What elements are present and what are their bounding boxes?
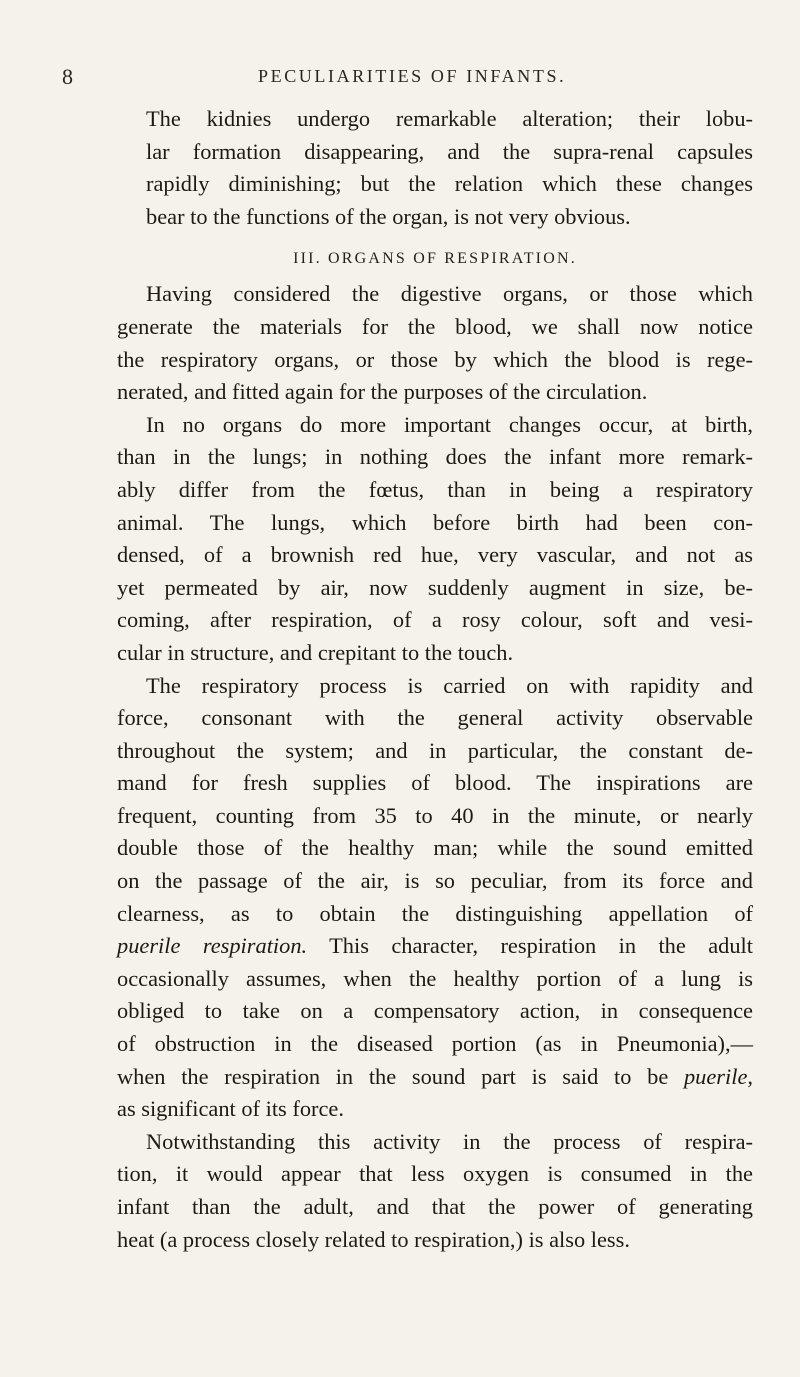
text-line: coming, after respiration, of a rosy colour, soft and vesi- — [117, 607, 753, 633]
text-line: rapidly diminishing; but the relation which these changes — [146, 171, 753, 197]
text-line-puerile — [117, 1061, 753, 1094]
text-line: The kidnies undergo remarkable alteration; their lobu- — [146, 106, 753, 131]
text-fragment: when the respiration in the sound part is said to be — [117, 1063, 684, 1089]
text-line: than in the lungs; in nothing does the infant more remark- — [117, 444, 753, 470]
running-head: PECULIARITIES OF INFANTS. — [258, 66, 567, 86]
text-line: nerated, and fitted again for the purposes of the circulation. — [117, 379, 648, 405]
text-line: heat (a process closely related to respiration,) is also less. — [117, 1226, 630, 1252]
text-line: frequent, counting from 35 to 40 in the minute, or nearly — [117, 802, 753, 828]
text-line: throughout the system; and in particular, the constant de- — [117, 737, 753, 763]
italic-term: puerile, — [683, 1063, 753, 1089]
paragraph-intro-respiration — [117, 278, 753, 408]
section-heading: III. ORGANS OF RESPIRATION. — [293, 250, 577, 268]
text-line: Having considered the digestive organs, or those which — [146, 281, 753, 307]
paragraph-oxygen-consumption — [117, 1126, 753, 1256]
text-line: yet permeated by air, now suddenly augment in size, be- — [117, 574, 753, 600]
text-line: as significant of its force. — [117, 1096, 344, 1122]
text-line: In no organs do more important changes occur, at birth, — [146, 411, 753, 437]
text-line: densed, of a brownish red hue, very vascular, and not as — [117, 542, 753, 568]
text-line: The respiratory process is carried on with rapidity and — [146, 672, 753, 698]
text-line: on the passage of the air, is so peculiar, from its force and — [117, 868, 753, 894]
text-line: lar formation disappearing, and the supra-renal capsules — [146, 138, 753, 164]
page-number: 8 — [62, 64, 73, 89]
text-line: force, consonant with the general activity observable — [117, 705, 753, 731]
body-text — [117, 103, 753, 1256]
text-line: bear to the functions of the organ, is not very obvious. — [146, 203, 631, 229]
text-fragment: This character, respiration in the adult — [307, 933, 753, 959]
text-line: infant than the adult, and that the power of generating — [117, 1194, 753, 1219]
text-line: ably differ from the fœtus, than in being a respiratory — [117, 476, 753, 502]
page-header — [0, 64, 800, 94]
text-line: generate the materials for the blood, we shall now notice — [117, 313, 753, 339]
text-line: occasionally assumes, when the healthy portion of a lung is — [117, 965, 753, 991]
text-line: mand for fresh supplies of blood. The inspirations are — [117, 770, 753, 796]
text-line-puerile-respiration — [117, 930, 753, 963]
text-line: cular in structure, and crepitant to the touch. — [117, 639, 514, 665]
text-line: animal. The lungs, which before birth had been con- — [117, 509, 753, 535]
text-line: the respiratory organs, or those by which the blood is rege- — [117, 346, 753, 372]
paragraph-lungs-at-birth — [117, 409, 753, 670]
paragraph-respiratory-process — [117, 670, 753, 1126]
text-line: of obstruction in the diseased portion (as in Pneumonia),— — [117, 1031, 753, 1057]
text-line: Notwithstanding this activity in the process of respira- — [146, 1128, 753, 1154]
text-line: clearness, as to obtain the distinguishing appellation of — [117, 900, 753, 926]
text-line: tion, it would appear that less oxygen is consumed in the — [117, 1161, 753, 1187]
text-line: obliged to take on a compensatory action, in consequence — [117, 998, 753, 1024]
text-line: double those of the healthy man; while the sound emitted — [117, 835, 753, 861]
italic-term: puerile respiration. — [117, 933, 308, 959]
paragraph-kidneys — [117, 103, 753, 233]
